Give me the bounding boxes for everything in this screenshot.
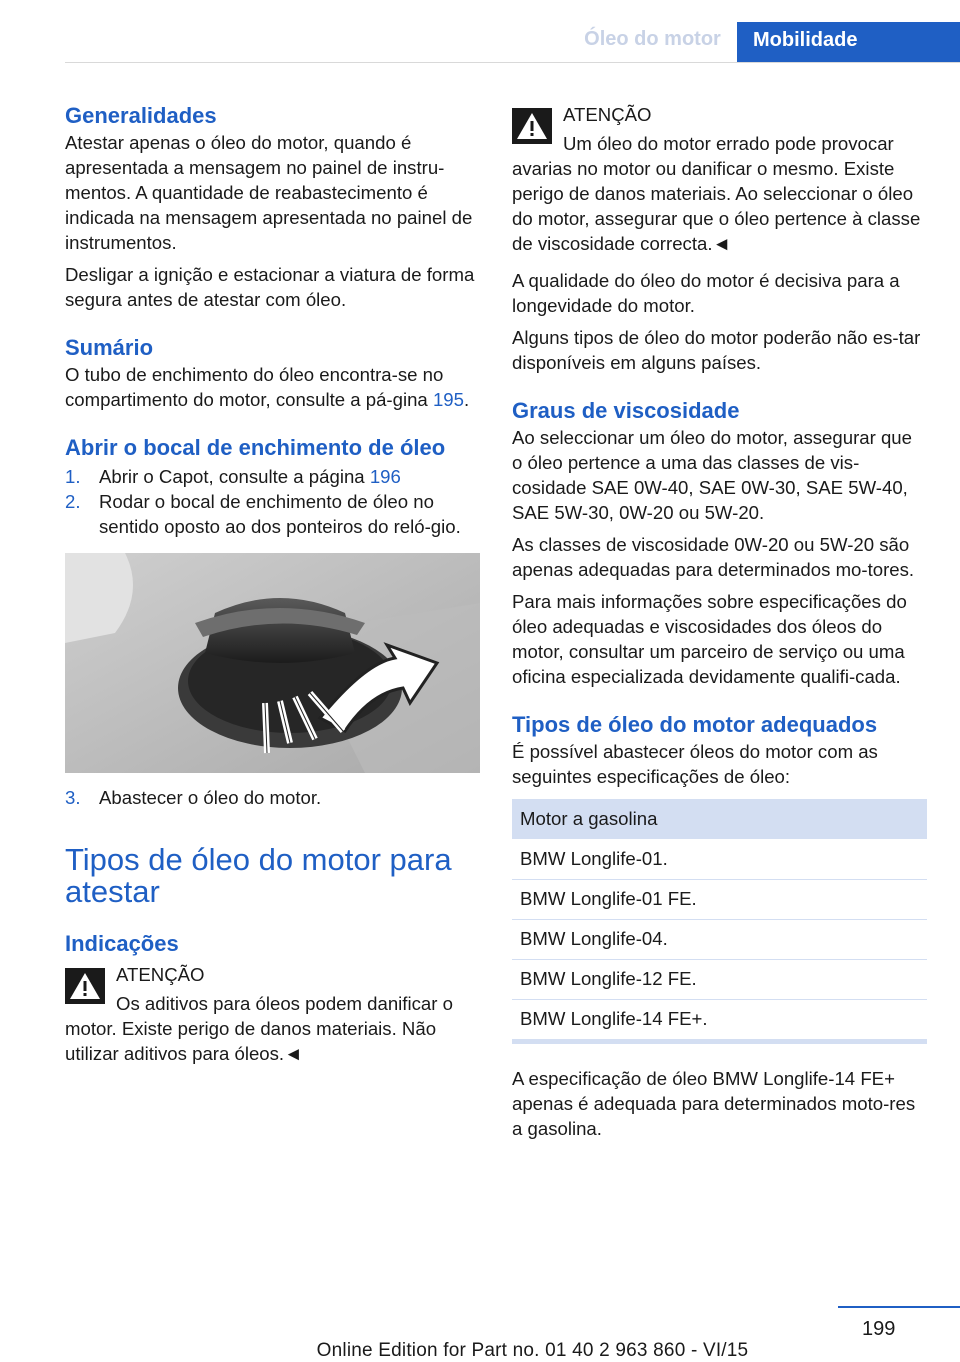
header-chapter-tab: Mobilidade	[737, 22, 960, 62]
step-text: Abastecer o óleo do motor.	[99, 787, 322, 808]
warning-title: ATENÇÃO	[116, 964, 205, 985]
table-row	[512, 839, 927, 879]
page-number: 199	[862, 1318, 896, 1340]
heading-sumario: Sumário	[65, 335, 154, 360]
table-header-row	[512, 799, 927, 839]
warning-triangle-icon	[65, 968, 105, 1004]
footer-divider	[838, 1306, 960, 1308]
page-link-195[interactable]: 195	[432, 389, 464, 410]
paragraph-tipos: É possível abastecer óleos do motor com as seguintes especificações de óleo:	[512, 741, 878, 787]
footer-edition: Online Edition for Part no. 01 40 2 963 860 - VI/15	[316, 1340, 749, 1361]
step-number: 2.	[65, 491, 81, 512]
page-link-196[interactable]: 196	[369, 466, 401, 487]
table-row	[512, 879, 927, 919]
heading-tipos-atestar: Tipos de óleo do motor para atestar	[65, 842, 452, 909]
right-column	[512, 102, 927, 1141]
heading-generalidades: Generalidades	[65, 103, 217, 128]
step-number: 1.	[65, 466, 81, 487]
paragraph-graus-1: Ao seleccionar um óleo do motor, assegurar que o óleo pertence a uma das classes de vis-cosidade SAE 0W-40, SAE 0W-30, SAE 5W-40, SAE 5W-30, 0W-20 ou 5W-20.	[512, 427, 912, 523]
warning-triangle-icon	[512, 108, 552, 144]
oil-spec-table	[512, 799, 927, 1040]
warning-block-oleo-errado	[512, 102, 927, 256]
paragraph-qualidade: A qualidade do óleo do motor é decisiva para a longevidade do motor.	[512, 270, 900, 316]
list-item	[65, 464, 480, 489]
heading-indicacoes: Indicações	[65, 931, 179, 956]
steps-list	[65, 464, 480, 539]
header-section-title: Óleo do motor	[584, 28, 721, 50]
header-divider	[65, 62, 960, 63]
table-cell: BMW Longlife-01.	[512, 839, 927, 879]
step-number: 3.	[65, 787, 81, 808]
paragraph-sumario	[65, 362, 480, 412]
warning-body: Um óleo do motor errado pode provocar avarias no motor ou danificar o mesmo. Existe perigo de danos materiais. Ao seleccionar o óleo do motor, assegurar que o óleo pertence à classe de viscosidade correcta.◄	[512, 133, 921, 254]
table-row	[512, 959, 927, 999]
heading-tipos-adequados: Tipos de óleo do motor adequados	[512, 712, 878, 737]
sumario-text: O tubo de enchimento do óleo encontra-se no compartimento do motor, consulte a pá-gina	[65, 364, 444, 410]
list-item	[65, 489, 480, 539]
table-row	[512, 999, 927, 1039]
warning-body: Os aditivos para óleos podem danificar o motor. Existe perigo de danos materiais. Não utilizar aditivos para óleos.◄	[65, 993, 453, 1064]
paragraph-generalidades-2: Desligar a ignição e estacionar a viatura de forma segura antes de atestar com óleo.	[65, 264, 475, 310]
warning-title: ATENÇÃO	[563, 104, 652, 125]
table-cell: BMW Longlife-01 FE.	[512, 879, 927, 919]
paragraph-graus-2: As classes de viscosidade 0W-20 ou 5W-20 são apenas adequadas para determinados mo-tores.	[512, 534, 915, 580]
step-text: Rodar o bocal de enchimento de óleo no sentido oposto ao dos ponteiros do reló-gio.	[99, 491, 461, 537]
heading-abrir-bocal: Abrir o bocal de enchimento de óleo	[65, 435, 446, 460]
list-item	[65, 785, 480, 810]
table-row	[512, 919, 927, 959]
sumario-end: .	[463, 389, 470, 410]
paragraph-generalidades-1: Atestar apenas o óleo do motor, quando é apresentada a mensagem no painel de instru-mentos. A quantidade de reabastecimento é indicada na mensagem apresentada no painel de instrumentos.	[65, 132, 473, 253]
table-bottom-bar	[512, 1039, 927, 1044]
warning-block-aditivos	[65, 962, 480, 1066]
step-text: Abrir o Capot, consulte a página	[99, 466, 370, 487]
steps-list-continued	[65, 785, 480, 810]
paragraph-alguns-tipos: Alguns tipos de óleo do motor poderão não es-tar disponíveis em alguns países.	[512, 327, 921, 373]
heading-graus-viscosidade: Graus de viscosidade	[512, 398, 740, 423]
table-cell: BMW Longlife-12 FE.	[512, 959, 927, 999]
paragraph-graus-3: Para mais informações sobre especificações do óleo adequadas e viscosidades dos óleos do motor, consultar um parceiro de serviço ou uma oficina especializada devidamente qualifi-cada.	[512, 591, 907, 687]
table-cell: BMW Longlife-04.	[512, 919, 927, 959]
table-header-cell: Motor a gasolina	[512, 799, 927, 839]
oil-cap-photo	[65, 553, 480, 773]
paragraph-final: A especificação de óleo BMW Longlife-14 FE+ apenas é adequada para determinados moto-res a gasolina.	[512, 1067, 916, 1139]
table-cell: BMW Longlife-14 FE+.	[512, 999, 927, 1039]
left-column	[65, 102, 480, 1066]
